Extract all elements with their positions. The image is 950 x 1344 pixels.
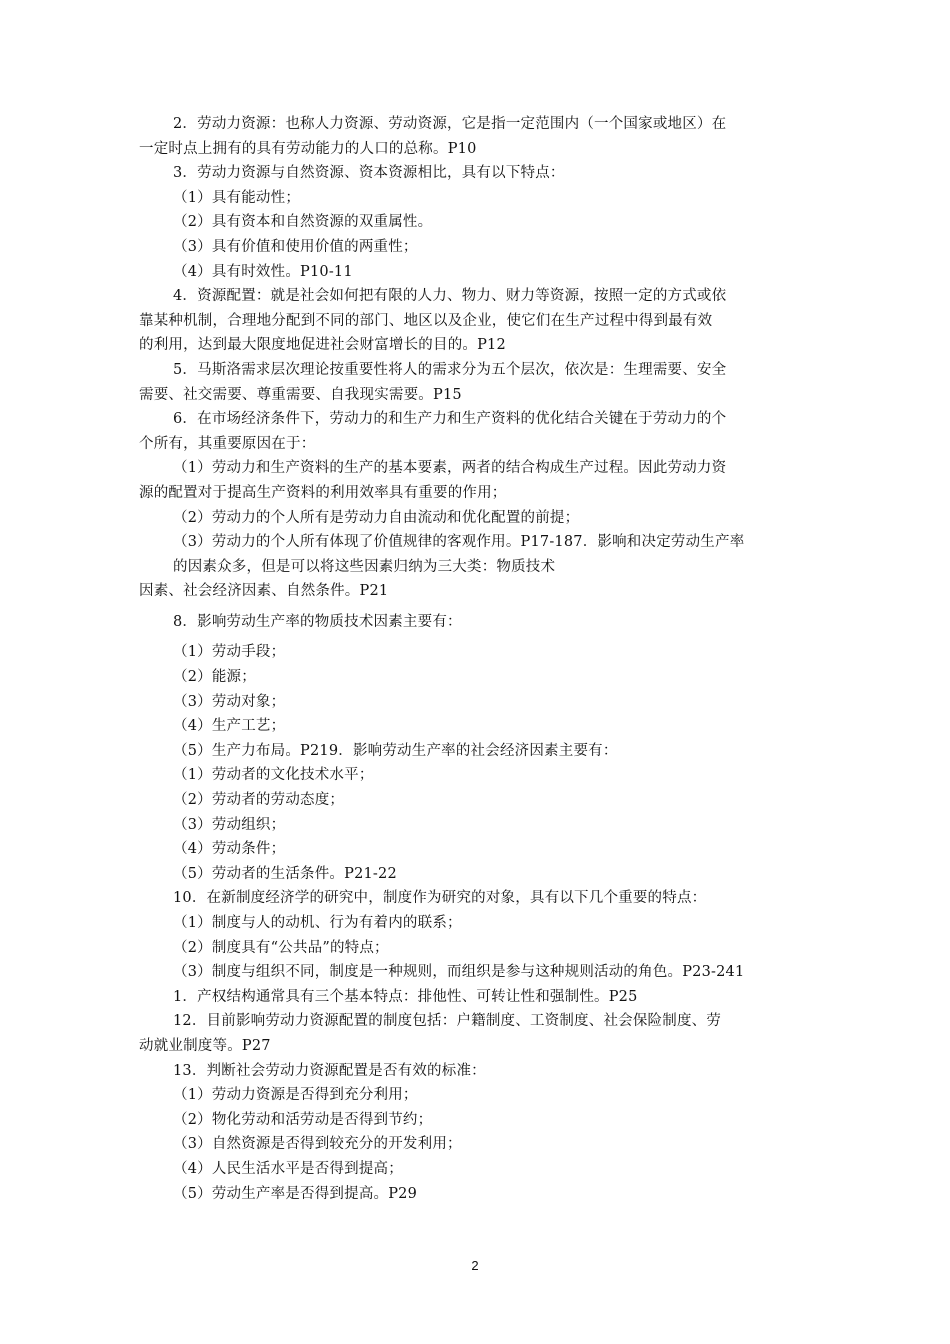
paragraph-line: 靠某种机制，合理地分配到不同的部门、地区以及企业，使它们在生产过程中得到最有效 [139, 312, 713, 329]
paragraph-line: 动就业制度等。P27 [139, 1037, 271, 1054]
document-body [139, 112, 819, 1206]
list-item: （1）制度与人的动机、行为有着内的联系； [173, 915, 462, 931]
paragraph-line: 4．资源配置：就是社会如何把有限的人力、物力、财力等资源，按照一定的方式或依 [173, 288, 727, 305]
paragraph-line: 2．劳动力资源：也称人力资源、劳动资源，它是指一定范围内（一个国家或地区）在 [173, 116, 727, 132]
list-item: （5）劳动者的生活条件。P21-22 [173, 865, 397, 882]
list-item: （4）劳动条件； [173, 841, 286, 858]
list-item: （1）具有能动性； [173, 189, 301, 206]
paragraph-line: 6．在市场经济条件下，劳动力的和生产力和生产资料的优化结合关键在于劳动力的个 [173, 411, 727, 428]
paragraph-line: 3．劳动力资源与自然资源、资本资源相比，具有以下特点： [173, 165, 565, 182]
list-item: （5）劳动生产率是否得到提高。P29 [173, 1185, 418, 1202]
page-number: 2 [471, 1258, 479, 1273]
list-item: （2）能源； [173, 669, 256, 686]
list-item: （2）物化劳动和活劳动是否得到节约； [173, 1111, 433, 1128]
paragraph-line: 10．在新制度经济学的研究中，制度作为研究的对象，具有以下几个重要的特点： [173, 890, 707, 907]
list-item: （4）生产工艺； [173, 718, 286, 735]
paragraph-line: 12．目前影响劳动力资源配置的制度包括：户籍制度、工资制度、社会保险制度、劳 [173, 1013, 722, 1030]
paragraph-line: 13．判断社会劳动力资源配置是否有效的标准： [173, 1062, 486, 1079]
list-item: （3）劳动力的个人所有体现了价值规律的客观作用。P17-187．影响和决定劳动生产率 [173, 534, 745, 551]
list-item: （4）具有时效性。P10-11 [173, 263, 353, 280]
list-item: （1）劳动者的文化技术水平； [173, 767, 374, 784]
list-item: （3）制度与组织不同，制度是一种规则，而组织是参与这种规则活动的角色。P23-241 [173, 964, 745, 981]
paragraph-line: 的利用，达到最大限度地促进社会财富增长的目的。P12 [139, 337, 506, 354]
paragraph-line: 的因素众多，但是可以将这些因素归纳为三大类：物质技术 [173, 558, 556, 575]
paragraph-line: 1．产权结构通常具有三个基本特点：排他性、可转让性和强制性。P25 [173, 988, 638, 1005]
paragraph-line: 源的配置对于提高生产资料的利用效率具有重要的作用； [139, 484, 507, 501]
paragraph-line: 一定时点上拥有的具有劳动能力的人口的总称。P10 [139, 140, 477, 157]
list-item: （3）自然资源是否得到较充分的开发利用； [173, 1136, 462, 1153]
list-item: （3）劳动组织； [173, 816, 286, 833]
paragraph-line: 个所有，其重要原因在于： [139, 435, 316, 452]
list-item: （1）劳动手段； [173, 644, 286, 661]
list-item: （2）劳动力的个人所有是劳动力自由流动和优化配置的前提； [173, 509, 580, 526]
list-item: （2）具有资本和自然资源的双重属性。 [173, 214, 433, 231]
list-item: （1）劳动力和生产资料的生产的基本要素，两者的结合构成生产过程。因此劳动力资 [173, 460, 727, 477]
list-item: （3）具有价值和使用价值的两重性； [173, 238, 418, 255]
list-item: （4）人民生活水平是否得到提高； [173, 1160, 403, 1177]
list-item: （5）生产力布局。P219．影响劳动生产率的社会经济因素主要有： [173, 742, 618, 759]
list-item: （2）劳动者的劳动态度； [173, 792, 345, 809]
paragraph-line: 5．马斯洛需求层次理论按重要性将人的需求分为五个层次，依次是：生理需要、安全 [173, 361, 727, 378]
list-item: （1）劳动力资源是否得到充分利用； [173, 1087, 418, 1104]
paragraph-line: 8．影响劳动生产率的物质技术因素主要有： [173, 613, 462, 630]
paragraph-line: 需要、社交需要、尊重需要、自我现实需要。P15 [139, 386, 462, 403]
list-item: （3）劳动对象； [173, 693, 286, 710]
paragraph-line: 因素、社会经济因素、自然条件。P21 [139, 583, 389, 600]
list-item: （2）制度具有“公共品”的特点； [173, 939, 389, 956]
